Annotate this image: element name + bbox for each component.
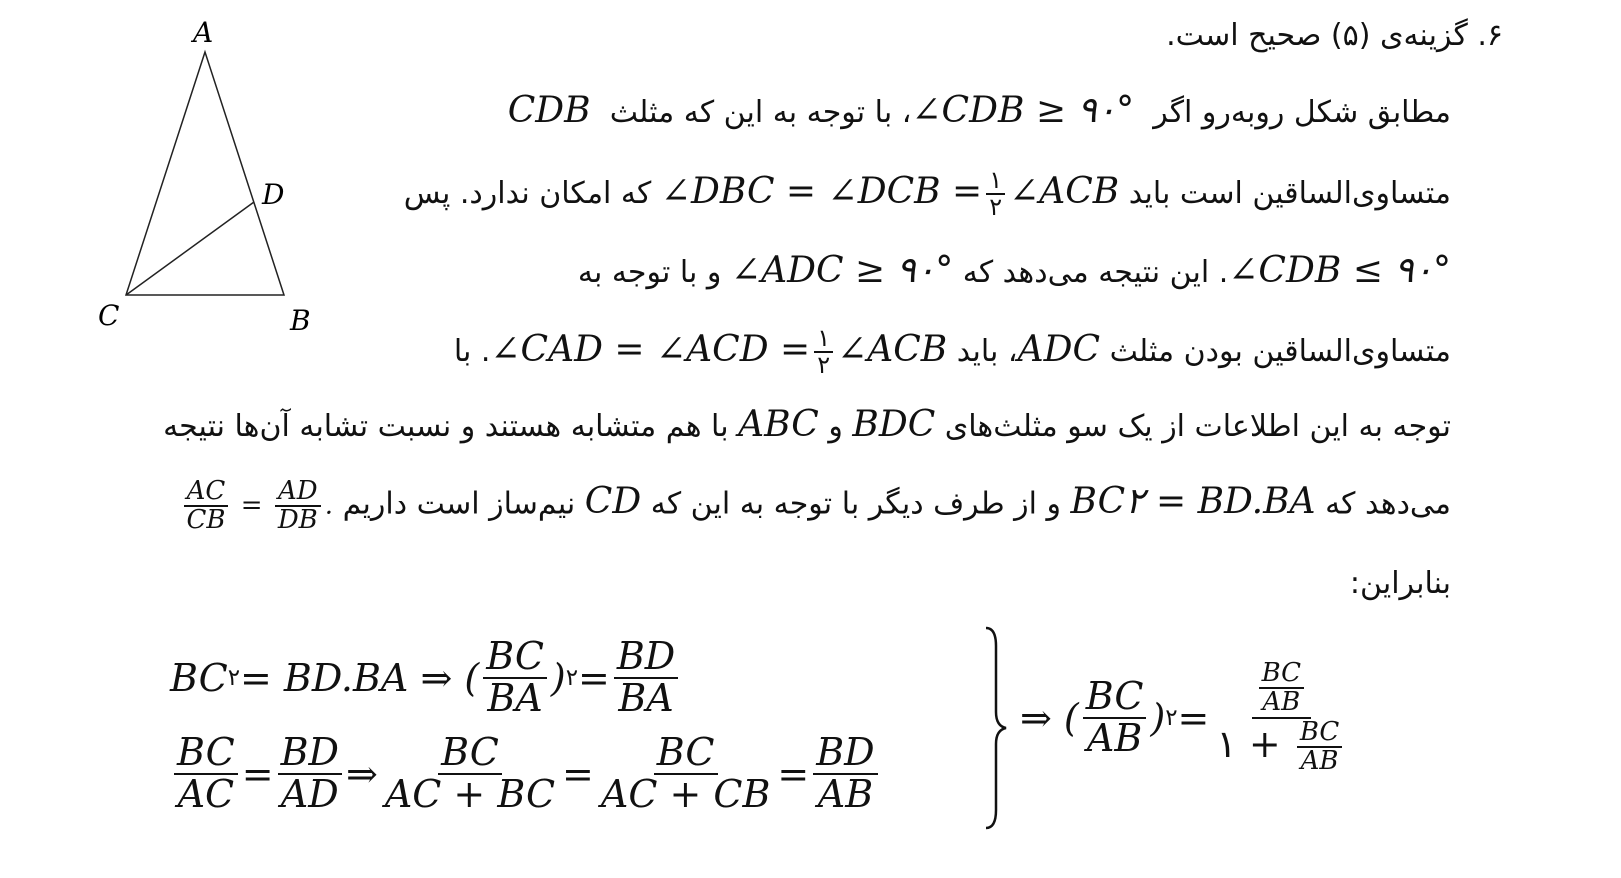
equation-row-2: $\frac{BC}{AC}$ = $\frac{BD}{AD}$ ⇒ $\frac{BC}{AC + BC}$ = $\frac{BC}{AC + CB}$ = $\frac{BD}{AB}$ [170, 726, 882, 822]
vertex-label-c: C [98, 299, 120, 332]
segment-cd [126, 202, 254, 295]
equation-result: ⇒ ( $\frac{BC}{AB}$ ) ۲ = $\frac{BC}{AB}$ ۱ + $\frac{BC}{AB}$ [1020, 660, 1353, 775]
paragraph-line-1: مطابق شکل روبه‌رو اگر ∠CDB ≥ ۹۰°، با توجه به این که مثلث CDB [507, 90, 1451, 131]
vertex-label-b: B [290, 304, 311, 337]
vertex-label-d: D [262, 178, 285, 211]
triangle-abc [126, 52, 284, 295]
heading: ۶. گزینه‌ی (۵) صحیح است. [1166, 18, 1503, 53]
paragraph-line-2: متساوی‌الساقین است باید ∠DBC = ∠DCB = $\frac{۱}{۲}$ ∠ACB که امکان ندارد. پس [403, 166, 1451, 222]
equation-block [170, 630, 882, 822]
triangle-figure [60, 10, 340, 340]
paragraph-line-4: متساوی‌الساقین بودن مثلث ADC، باید ∠CAD = ∠ACD = $\frac{۱}{۲}$ ∠ACB. با [453, 324, 1451, 380]
paragraph-line-3: ∠CDB ≤ ۹۰°. این نتیجه می‌دهد که ∠ADC ≥ ۹۰° و با توجه به [577, 250, 1451, 291]
paragraph-line-7: بنابراین: [1349, 566, 1451, 601]
right-brace [982, 626, 1012, 830]
paragraph-line-6: می‌دهد که BC۲ = BD.BA و از طرف دیگر با توجه به این که CD نیم‌ساز است داریم $\frac{AC}{CB}$ = $\frac{AD}{DB}$ . [180, 478, 1452, 535]
paragraph-line-5: توجه به این اطلاعات از یک سو مثلث‌های BDC و ABC با هم متشابه هستند و نسبت تشابه آن‌ها نتیجه [163, 404, 1451, 445]
vertex-label-a: A [193, 16, 214, 49]
equation-row-1: BC ۲ = BD.BA ⇒ ( $\frac{BC}{BA}$ ) ۲ = $\frac{BD}{BA}$ [170, 630, 882, 726]
